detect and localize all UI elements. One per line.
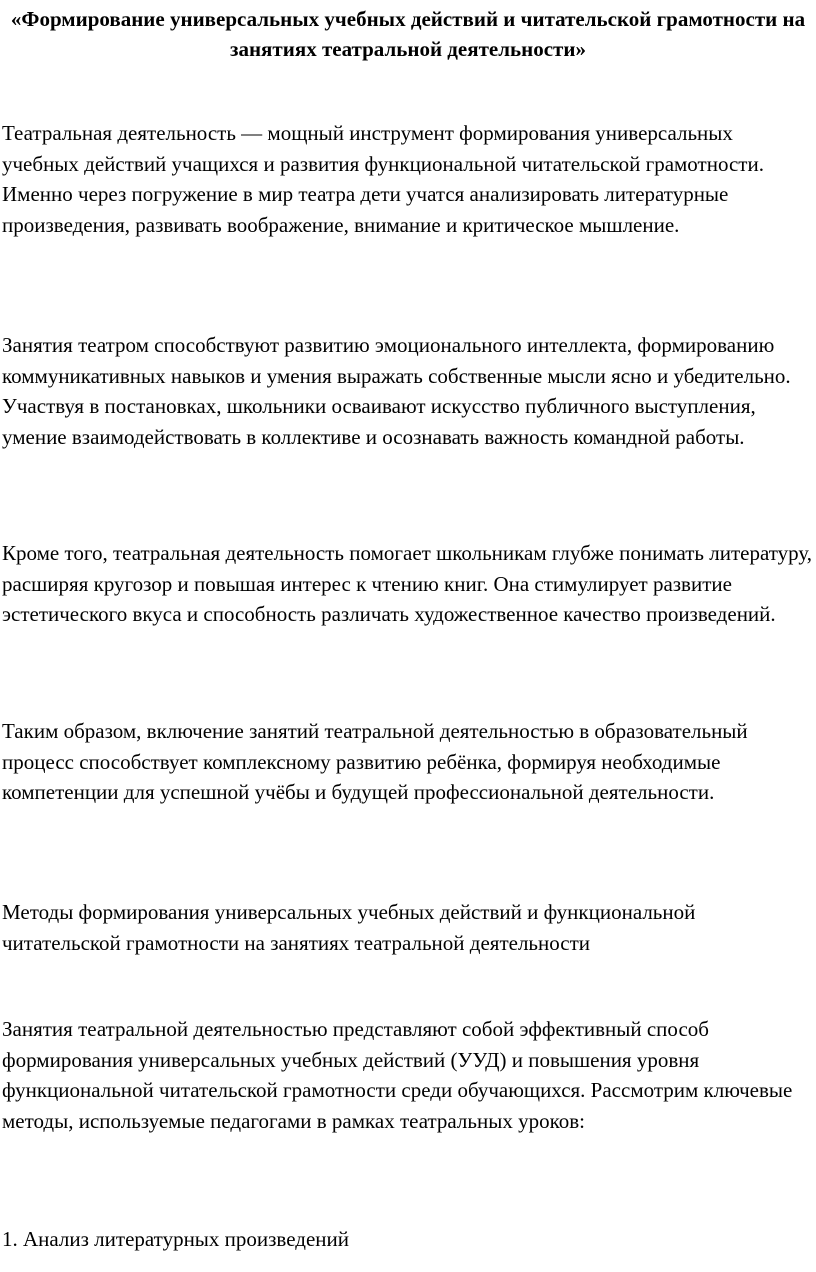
paragraph-conclusion: Таким образом, включение занятий театральной деятельностью в образовательный процесс способствует комплексному развитию ребёнка, формируя необходимые компетенции для успешной учёбы и будущей профессиональной деятельности. — [2, 719, 748, 804]
paragraph-intro: Театральная деятельность — мощный инструмент формирования универсальных учебных действий учащихся и развития функциональной читательской грамотности. Именно через погружение в мир театра дети учатся анализировать литературные произведения, развивать воображение, внимание и критическое мышление. — [2, 121, 764, 237]
paragraph-literature-understanding: Кроме того, театральная деятельность помогает школьникам глубже понимать литературу, расширяя кругозор и повышая интерес к чтению книг. Она стимулирует развитие эстетического вкуса и способность различать художественное качество произведений. — [2, 541, 812, 626]
paragraph-methods-intro: Занятия театральной деятельностью представляют собой эффективный способ формирования универсальных учебных действий (УУД) и повышения уровня функциональной читательской грамотности среди обучающихся. Рассмотрим ключевые методы, используемые педагогами в рамках театральных уроков: — [2, 1017, 793, 1133]
paragraph-emotional-intelligence: Занятия театром способствуют развитию эмоционального интеллекта, формированию коммуникативных навыков и умения выражать собственные мысли ясно и убедительно. Участвуя в постановках, школьники осваивают искусство публичного выступления, умение взаимодействовать в коллективе и осознавать важность командной работы. — [2, 333, 791, 449]
document-title: «Формирование универсальных учебных действий и читательской грамотности на занятиях театральной деятельности» — [10, 7, 806, 61]
section-heading-methods: Методы формирования универсальных учебных действий и функциональной читательской грамотности на занятиях театральной деятельности — [2, 900, 696, 955]
list-item-literary-analysis: 1. Анализ литературных произведений — [2, 1227, 349, 1251]
